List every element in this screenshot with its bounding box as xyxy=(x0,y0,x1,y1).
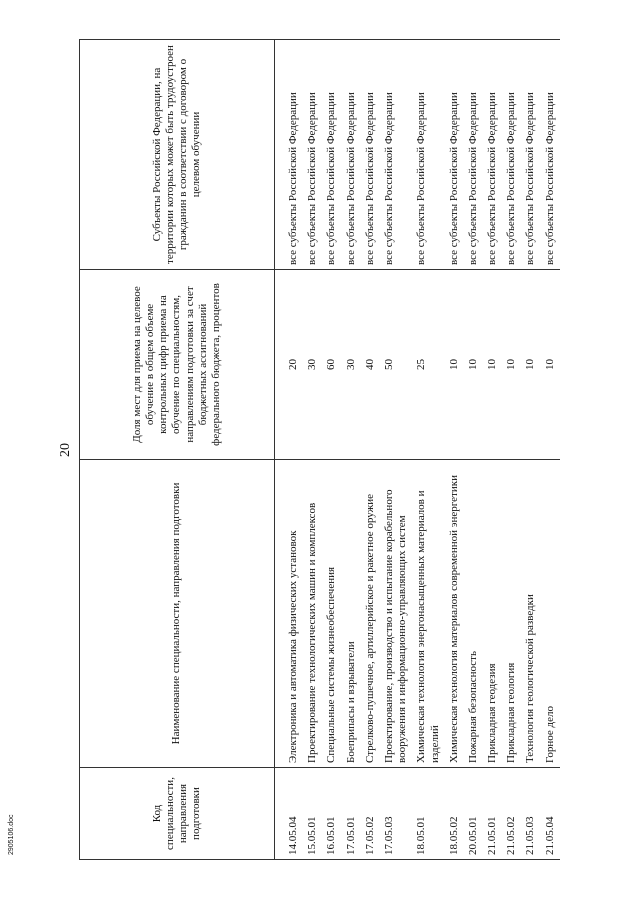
cell-name: Химическая технология энергонасыщенных материалов и изделий xyxy=(412,460,444,768)
table-row xyxy=(541,40,560,860)
cell-subjects: все субъекты Российской Федерации xyxy=(380,40,412,270)
cell-name: Боеприпасы и взрыватели xyxy=(342,460,361,768)
cell-name: Технология геологической разведки xyxy=(521,460,540,768)
rotated-page xyxy=(55,40,555,860)
table-row xyxy=(502,40,521,860)
cell-share: 25 xyxy=(412,270,444,460)
cell-subjects: все субъекты Российской Федерации xyxy=(502,40,521,270)
cell-subjects: все субъекты Российской Федерации xyxy=(483,40,502,270)
table-row xyxy=(303,40,322,860)
cell-name: Горное дело xyxy=(541,460,560,768)
table-row xyxy=(322,40,341,860)
cell-code: 17.05.01 xyxy=(342,768,361,860)
cell-subjects: все субъекты Российской Федерации xyxy=(342,40,361,270)
cell-code: 14.05.04 xyxy=(275,768,304,860)
cell-subjects: все субъекты Российской Федерации xyxy=(303,40,322,270)
cell-name: Электроника и автоматика физических установок xyxy=(275,460,304,768)
table-row xyxy=(412,40,444,860)
cell-subjects: все субъекты Российской Федерации xyxy=(464,40,483,270)
header-subjects: Субъекты Российской Федерации, на территории которых может быть трудоустроен гражданин в соответствии с договором о целевом обучении xyxy=(80,40,275,270)
cell-share: 10 xyxy=(541,270,560,460)
cell-code: 18.05.02 xyxy=(445,768,464,860)
header-code: Код специальности, направления подготовки xyxy=(80,768,275,860)
cell-code: 21.05.03 xyxy=(521,768,540,860)
cell-share: 10 xyxy=(502,270,521,460)
cell-code: 16.05.01 xyxy=(322,768,341,860)
header-name: Наименование специальности, направления подготовки xyxy=(80,460,275,768)
cell-name: Проектирование, производство и испытание корабельного вооружения и информационно-управляющих систем xyxy=(380,460,412,768)
table-row xyxy=(483,40,502,860)
cell-subjects: все субъекты Российской Федерации xyxy=(361,40,380,270)
cell-code: 17.05.03 xyxy=(380,768,412,860)
cell-share: 40 xyxy=(361,270,380,460)
table-row xyxy=(464,40,483,860)
table-row xyxy=(342,40,361,860)
cell-share: 10 xyxy=(521,270,540,460)
cell-code: 17.05.02 xyxy=(361,768,380,860)
cell-subjects: все субъекты Российской Федерации xyxy=(322,40,341,270)
cell-share: 10 xyxy=(445,270,464,460)
cell-name: Прикладная геология xyxy=(502,460,521,768)
cell-code: 21.05.01 xyxy=(483,768,502,860)
cell-code: 15.05.01 xyxy=(303,768,322,860)
cell-code: 18.05.01 xyxy=(412,768,444,860)
cell-code: 21.05.02 xyxy=(502,768,521,860)
cell-share: 10 xyxy=(483,270,502,460)
cell-name: Стрелково-пушечное, артиллерийское и ракетное оружие xyxy=(361,460,380,768)
cell-share: 10 xyxy=(464,270,483,460)
cell-share: 30 xyxy=(342,270,361,460)
table-row xyxy=(275,40,304,860)
document-footer: 2905106.doc xyxy=(8,814,15,855)
cell-subjects: все субъекты Российской Федерации xyxy=(521,40,540,270)
page-number: 20 xyxy=(58,443,73,457)
cell-share: 50 xyxy=(380,270,412,460)
table-row xyxy=(445,40,464,860)
cell-subjects: все субъекты Российской Федерации xyxy=(412,40,444,270)
table-header-row xyxy=(80,40,275,860)
cell-name: Прикладная геодезия xyxy=(483,460,502,768)
table-row xyxy=(521,40,540,860)
table-body xyxy=(275,40,560,860)
cell-share: 30 xyxy=(303,270,322,460)
cell-code: 21.05.04 xyxy=(541,768,560,860)
cell-share: 20 xyxy=(275,270,304,460)
cell-code: 20.05.01 xyxy=(464,768,483,860)
table-row xyxy=(380,40,412,860)
header-share: Доля мест для приема на целевое обучение в общем объеме контрольных цифр приема на обучение по специальностям, направлениям подготовки за счет бюджетных ассигнований федерального бюджета, процентов xyxy=(80,270,275,460)
cell-name: Проектирование технологических машин и комплексов xyxy=(303,460,322,768)
cell-subjects: все субъекты Российской Федерации xyxy=(445,40,464,270)
quota-table xyxy=(79,39,560,860)
cell-subjects: все субъекты Российской Федерации xyxy=(275,40,304,270)
cell-subjects: все субъекты Российской Федерации xyxy=(541,40,560,270)
cell-name: Пожарная безопасность xyxy=(464,460,483,768)
table-row xyxy=(361,40,380,860)
cell-share: 60 xyxy=(322,270,341,460)
cell-name: Специальные системы жизнеобеспечения xyxy=(322,460,341,768)
cell-name: Химическая технология материалов современной энергетики xyxy=(445,460,464,768)
